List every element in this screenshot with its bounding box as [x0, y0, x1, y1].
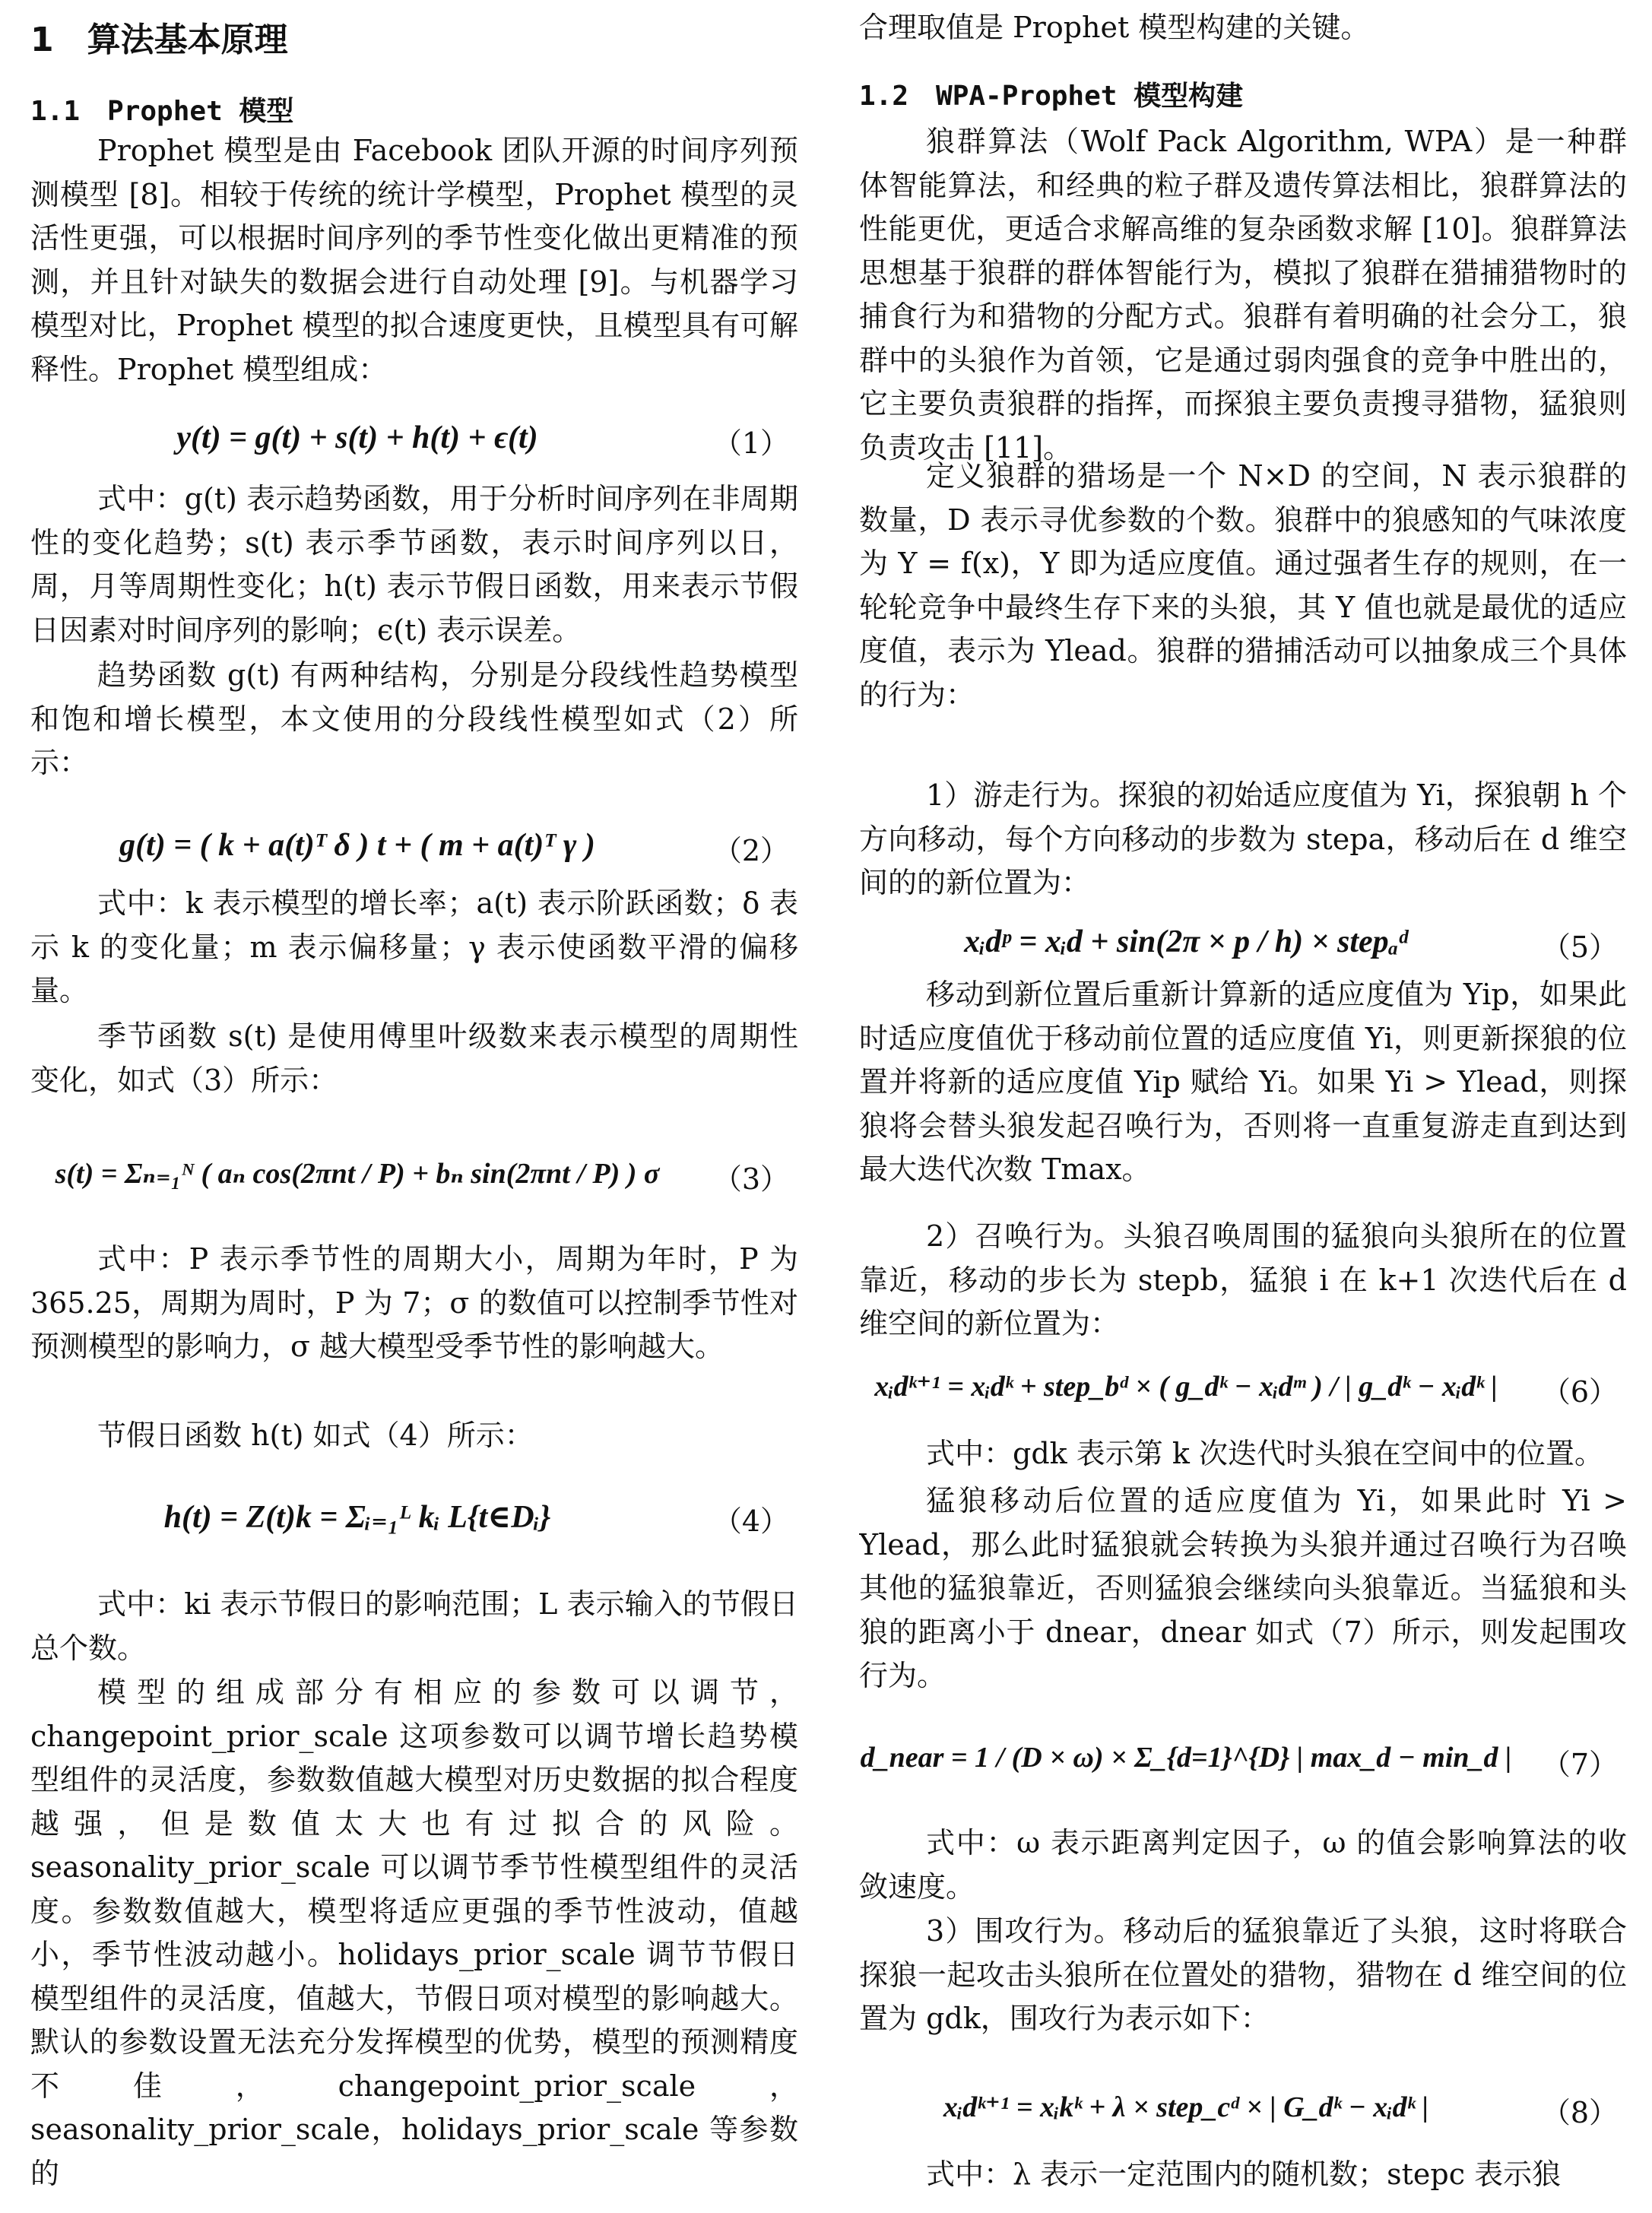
left-column — [30, 0, 798, 2213]
equation-number: （5） — [1541, 931, 1618, 964]
equation-8 — [859, 2089, 1627, 2142]
equation-number: （3） — [712, 1162, 789, 1196]
paragraph: 季节函数 s(t) 是使用傅里叶级数来表示模型的周期性变化，如式（3）所示： — [30, 1019, 798, 1097]
equation-number: （4） — [712, 1504, 789, 1538]
right-column — [859, 0, 1627, 2213]
equation-7 — [859, 1741, 1627, 1794]
paragraph: 猛狼移动后位置的适应度值为 Yi，如果此时 Yi > Ylead，那么此时猛狼就会转换为头狼并通过召唤行为召唤其他的猛狼靠近，否则猛狼会继续向头狼靠近。当猛狼和头狼的距离小于 dnear，dnear 如式（7）所示，则发起围攻行为。 — [859, 1484, 1627, 1692]
paragraph: 式中：g(t) 表示趋势函数，用于分析时间序列在非周期性的变化趋势；s(t) 表示季节函数，表示时间序列以日，周，月等周期性变化；h(t) 表示节假日函数，用来表示节假日因素对时间序列的影响；ϵ(t) 表示误差。 — [30, 482, 798, 647]
paragraph: 式中：P 表示季节性的周期大小，周期为年时，P 为 365.25，周期为周时，P 为 7；σ 的数值可以控制季节性对预测模型的影响力，σ 越大模型受季节性的影响越大。 — [30, 1242, 798, 1363]
equation-number: （7） — [1541, 1748, 1618, 1781]
equation-formula: xᵢdᵖ = xᵢd + sin(2π × p / h) × stepₐᵈ — [964, 924, 1408, 959]
equation-formula: h(t) = Z(t)k = Σᵢ₌₁ᴸ kᵢ L{t∈Dᵢ} — [163, 1500, 551, 1535]
equation-formula: g(t) = ( k + a(t)ᵀ δ ) t + ( m + a(t)ᵀ γ ) — [119, 828, 595, 863]
subsection-heading-prophet: 1.1 Prophet 模型 — [30, 96, 294, 127]
paragraph: 式中：λ 表示一定范围内的随机数；stepc 表示狼 — [926, 2158, 1562, 2191]
paragraph: 合理取值是 Prophet 模型构建的关键。 — [859, 11, 1370, 44]
equation-number: （2） — [712, 834, 789, 867]
equation-formula: d_near = 1 / (D × ω) × Σ_{d=1}^{D} | max_d − min_d | — [860, 1742, 1512, 1774]
subsection-heading-wpa-prophet: 1.2 WPA-Prophet 模型构建 — [859, 81, 1244, 112]
paragraph: 1）游走行为。探狼的初始适应度值为 Yi，探狼朝 h 个方向移动，每个方向移动的步数为 stepa，移动后在 d 维空间的的新位置为： — [859, 778, 1627, 899]
paragraph: 节假日函数 h(t) 如式（4）所示： — [97, 1419, 534, 1452]
equation-2 — [30, 827, 798, 880]
paragraph: 式中：ω 表示距离判定因子，ω 的值会影响算法的收敛速度。 — [859, 1826, 1627, 1904]
paragraph: 3）围攻行为。移动后的猛狼靠近了头狼，这时将联合探狼一起攻击头狼所在位置处的猎物，猎物在 d 维空间的位置为 gdk，围攻行为表示如下： — [859, 1914, 1627, 2035]
equation-6 — [859, 1368, 1627, 1422]
equation-1 — [30, 420, 798, 473]
paragraph: 狼群算法（Wolf Pack Algorithm, WPA）是一种群体智能算法，和经典的粒子群及遗传算法相比，狼群算法的性能更优，更适合求解高维的复杂函数求解 [10]。狼群算法思想基于狼群的群体智能行为，模拟了狼群在猎捕猎物时的捕食行为和猎物的分配方式。狼群有着明确的社会分工，狼群中的头狼作为首领，它是通过弱肉强食的竞争中胜出的，它主要负责狼群的指挥，而探狼主要负责搜寻猎物，猛狼则负责攻击 [11]。 — [859, 125, 1627, 464]
equation-formula: xᵢdᵏ⁺¹ = xᵢkᵏ + λ × step_cᵈ × | G_dᵏ − xᵢdᵏ | — [943, 2091, 1429, 2123]
paragraph: 定义狼群的猎场是一个 N×D 的空间，N 表示狼群的数量，D 表示寻优参数的个数。狼群中的狼感知的气味浓度为 Y = f(x)，Y 即为适应度值。通过强者生存的规则，在一轮轮竞争中最终生存下来的头狼，其 Y 值也就是最优的适应度值，表示为 Ylead。狼群的猎捕活动可以抽象成三个具体的行为： — [859, 459, 1627, 712]
paragraph: 趋势函数 g(t) 有两种结构，分别是分段线性趋势模型和饱和增长模型，本文使用的分段线性模型如式（2）所示： — [30, 658, 798, 779]
equation-number: （6） — [1541, 1375, 1618, 1409]
equation-number: （1） — [712, 426, 789, 460]
equation-3 — [30, 1156, 798, 1209]
equation-formula: s(t) = Σₙ₌₁ᴺ ( aₙ cos(2πnt / P) + bₙ sin(2πnt / P) ) σ — [55, 1158, 660, 1190]
paragraph: 式中：gdk 表示第 k 次迭代时头狼在空间中的位置。 — [926, 1437, 1603, 1470]
paragraph: 移动到新位置后重新计算新的适应度值为 Yip，如果此时适应度值优于移动前位置的适应度值 Yi，则更新探狼的位置并将新的适应度值 Yip 赋给 Yi。如果 Yi > Ylead，则探狼将会替头狼发起召唤行为，否则将一直重复游走直到达到最大迭代次数 Tmax。 — [859, 978, 1627, 1186]
paragraph: 式中：ki 表示节假日的影响范围；L 表示输入的节假日总个数。 — [30, 1587, 798, 1665]
paragraph: 模型的组成部分有相应的参数可以调节，changepoint_prior_scale 这项参数可以调节增长趋势模型组件的灵活度，参数数值越大模型对历史数据的拟合程度越强，但是数值太大也有过拟合的风险。seasonality_prior_scale 可以调节季节性模型组件的灵活度。参数数值越大，模型将适应更强的季节性波动，值越小，季节性波动越小。holidays_prior_scale 调节节假日模型组件的灵活度，值越大，节假日项对模型的影响越大。默认的参数设置无法充分发挥模型的优势，模型的预测精度不佳，changepoint_prior_scale，seasonality_prior_scale，holidays_prior_scale 等参数的 — [30, 1676, 798, 2190]
paragraph: 式中：k 表示模型的增长率；a(t) 表示阶跃函数；δ 表示 k 的变化量；m 表示偏移量；γ 表示使函数平滑的偏移量。 — [30, 886, 798, 1007]
equation-number: （8） — [1541, 2096, 1618, 2129]
equation-formula: xᵢdᵏ⁺¹ = xᵢdᵏ + step_bᵈ × ( g_dᵏ − xᵢdᵐ ) / | g_dᵏ − xᵢdᵏ | — [874, 1371, 1498, 1403]
equation-5 — [859, 924, 1627, 977]
section-heading: 1 算法基本原理 — [30, 21, 288, 59]
paragraph: 2）召唤行为。头狼召唤周围的猛狼向头狼所在的位置靠近，移动的步长为 stepb，猛狼 i 在 k+1 次迭代后在 d 维空间的新位置为： — [859, 1219, 1627, 1340]
paragraph: Prophet 模型是由 Facebook 团队开源的时间序列预测模型 [8]。相较于传统的统计学模型，Prophet 模型的灵活性更强，可以根据时间序列的季节性变化做出更精准的预测，并且针对缺失的数据会进行自动处理 [9]。与机器学习模型对比，Prophet 模型的拟合速度更快，且模型具有可解释性。Prophet 模型组成： — [30, 134, 798, 386]
equation-4 — [30, 1498, 798, 1551]
equation-formula: y(t) = g(t) + s(t) + h(t) + ϵ(t) — [176, 420, 538, 455]
